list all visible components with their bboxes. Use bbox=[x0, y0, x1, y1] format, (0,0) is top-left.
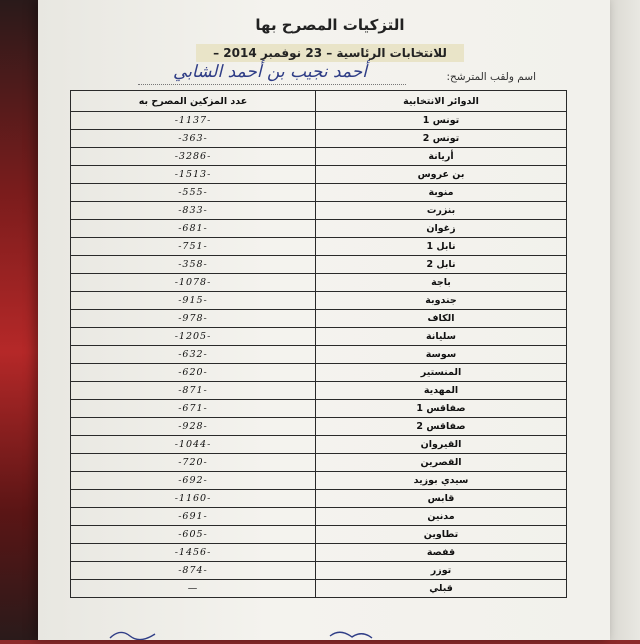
endorsement-count: -1456- bbox=[71, 544, 316, 562]
endorsement-count: -1160- bbox=[71, 490, 316, 508]
district-name: تطاوين bbox=[316, 526, 567, 544]
table-header-row bbox=[71, 91, 567, 112]
table-row bbox=[71, 400, 567, 418]
table-row bbox=[71, 436, 567, 454]
endorsement-count: -691- bbox=[71, 508, 316, 526]
endorsement-count: -874- bbox=[71, 562, 316, 580]
endorsement-count: -358- bbox=[71, 256, 316, 274]
background-red-fabric bbox=[0, 0, 40, 640]
district-name: جندوبة bbox=[316, 292, 567, 310]
endorsement-count: — bbox=[71, 580, 316, 598]
district-name: سليانة bbox=[316, 328, 567, 346]
district-name: قابس bbox=[316, 490, 567, 508]
endorsement-count: -871- bbox=[71, 382, 316, 400]
district-name: تونس 1 bbox=[316, 112, 567, 130]
table-row bbox=[71, 130, 567, 148]
district-name: زغوان bbox=[316, 220, 567, 238]
header-count: عدد المزكين المصرح به bbox=[71, 91, 316, 112]
table-row bbox=[71, 292, 567, 310]
district-name: بن عروس bbox=[316, 166, 567, 184]
table-row bbox=[71, 544, 567, 562]
district-name: أريانة bbox=[316, 148, 567, 166]
table-row bbox=[71, 418, 567, 436]
table-row bbox=[71, 220, 567, 238]
district-name: نابل 2 bbox=[316, 256, 567, 274]
table-row bbox=[71, 346, 567, 364]
district-name: صفاقس 1 bbox=[316, 400, 567, 418]
table-row bbox=[71, 274, 567, 292]
endorsement-count: -978- bbox=[71, 310, 316, 328]
endorsement-count: -605- bbox=[71, 526, 316, 544]
table-row bbox=[71, 364, 567, 382]
endorsement-count: -692- bbox=[71, 472, 316, 490]
district-name: نابل 1 bbox=[316, 238, 567, 256]
district-name: القيروان bbox=[316, 436, 567, 454]
endorsement-count: -1137- bbox=[71, 112, 316, 130]
district-name: بنزرت bbox=[316, 202, 567, 220]
table-row bbox=[71, 454, 567, 472]
endorsement-count: -1044- bbox=[71, 436, 316, 454]
endorsement-count: -720- bbox=[71, 454, 316, 472]
district-name: باجة bbox=[316, 274, 567, 292]
endorsement-count: -671- bbox=[71, 400, 316, 418]
endorsement-count: -1205- bbox=[71, 328, 316, 346]
table-row bbox=[71, 256, 567, 274]
candidate-label: اسم ولقب المترشح: bbox=[446, 71, 536, 83]
endorsement-count: -915- bbox=[71, 292, 316, 310]
district-name: منوبة bbox=[316, 184, 567, 202]
district-name: سيدي بوزيد bbox=[316, 472, 567, 490]
table-row bbox=[71, 184, 567, 202]
header-district: الدوائر الانتخابية bbox=[316, 91, 567, 112]
table-row bbox=[71, 238, 567, 256]
district-name: تونس 2 bbox=[316, 130, 567, 148]
district-name: سوسة bbox=[316, 346, 567, 364]
district-name: الكاف bbox=[316, 310, 567, 328]
district-name: توزر bbox=[316, 562, 567, 580]
document-subtitle: للانتخابات الرئاسية – 23 نوفمبر 2014 – bbox=[196, 44, 464, 62]
endorsement-count: -681- bbox=[71, 220, 316, 238]
table-row bbox=[71, 148, 567, 166]
endorsement-count: -555- bbox=[71, 184, 316, 202]
table-row bbox=[71, 508, 567, 526]
district-name: قبلي bbox=[316, 580, 567, 598]
district-name: المنستير bbox=[316, 364, 567, 382]
endorsement-count: -620- bbox=[71, 364, 316, 382]
endorsement-count: -1078- bbox=[71, 274, 316, 292]
district-name: القصرين bbox=[316, 454, 567, 472]
endorsement-count: -751- bbox=[71, 238, 316, 256]
candidate-dotted-line bbox=[138, 84, 406, 85]
endorsement-count: -632- bbox=[71, 346, 316, 364]
district-name: مدنين bbox=[316, 508, 567, 526]
district-name: صفاقس 2 bbox=[316, 418, 567, 436]
candidate-name-handwritten: أحمد نجيب بن أحمد الشابي bbox=[173, 62, 367, 82]
endorsement-count: -3286- bbox=[71, 148, 316, 166]
table-row bbox=[71, 166, 567, 184]
table-row bbox=[71, 472, 567, 490]
endorsement-count: -833- bbox=[71, 202, 316, 220]
endorsement-count: -1513- bbox=[71, 166, 316, 184]
endorsement-count: -928- bbox=[71, 418, 316, 436]
table-row bbox=[71, 526, 567, 544]
district-name: المهدية bbox=[316, 382, 567, 400]
endorsements-table bbox=[70, 90, 567, 598]
table-row bbox=[71, 328, 567, 346]
table-row bbox=[71, 112, 567, 130]
district-name: قفصة bbox=[316, 544, 567, 562]
endorsement-count: -363- bbox=[71, 130, 316, 148]
table-row bbox=[71, 310, 567, 328]
table-row bbox=[71, 382, 567, 400]
table-row bbox=[71, 562, 567, 580]
document-title: التزكيات المصرح بها bbox=[255, 16, 405, 34]
table-row bbox=[71, 202, 567, 220]
table-row bbox=[71, 580, 567, 598]
signature-scribble bbox=[100, 626, 400, 640]
table-row bbox=[71, 490, 567, 508]
